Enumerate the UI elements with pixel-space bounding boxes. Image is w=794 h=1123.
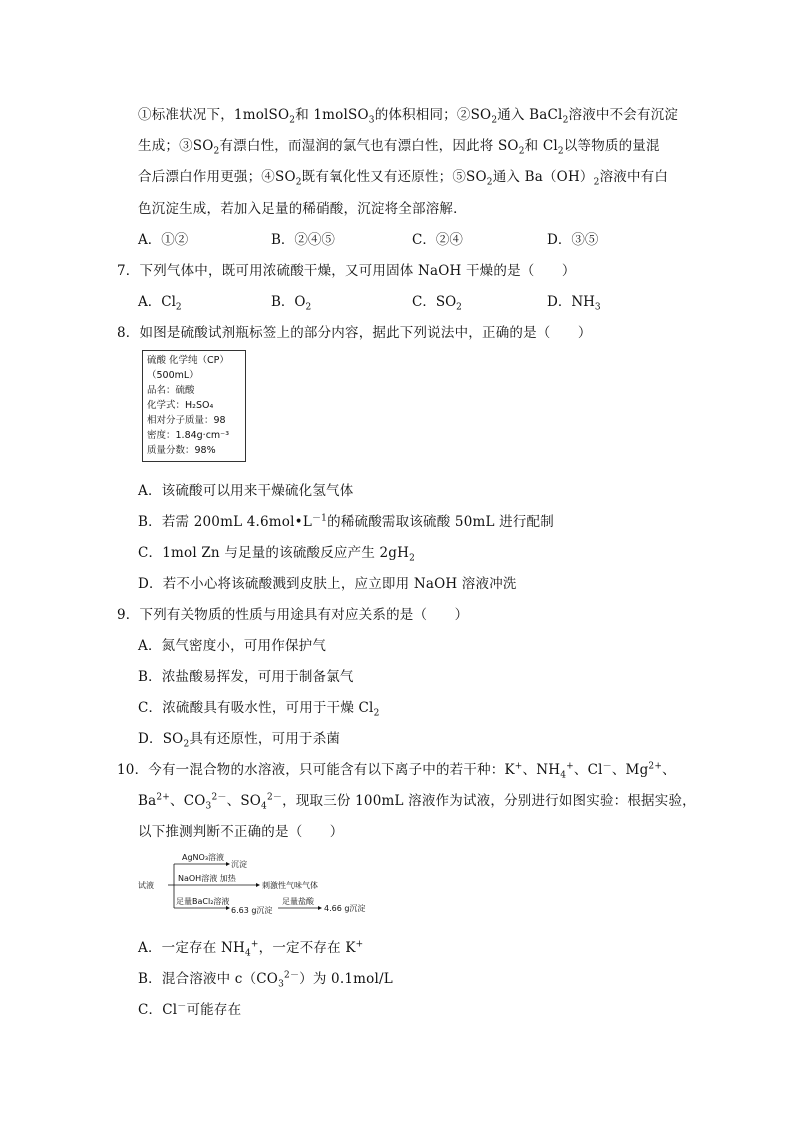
q6-line-1: ①标准状况下，1molSO$_2$和 1molSO$_3$的体积相同；$②SO_2$通入 BaCl$_2$溶液中不会有沉淀	[138, 107, 679, 126]
label-line: 硫酸 化学纯（CP）	[147, 355, 229, 366]
diagram-reagent-2: NaOH溶液 加热	[178, 874, 236, 883]
q10-line-3: 以下推测判断不正确的是（ ）	[138, 824, 344, 840]
label-line: 品名：硫酸	[147, 385, 195, 396]
q10-line-1: 10．今有一混合物的水溶液，只可能含有以下离子中的若干种：K+、$NH_4^+$、Cl－、$Mg^{2+}$、	[117, 761, 676, 781]
diagram-mid-result: 6.63 g沉淀	[231, 906, 273, 915]
q8-option-d[interactable]: D．若不小心将该硫酸溅到皮肤上，应立即用 NaOH 溶液冲洗	[138, 576, 517, 592]
diagram-start-label: 试液	[138, 881, 154, 890]
diagram-result-2: 刺激性气味气体	[262, 881, 318, 890]
q6-line-4: 色沉淀生成，若加入足量的稀硝酸，沉淀将全部溶解．	[138, 201, 467, 217]
q6-option-d[interactable]: D．③⑤	[547, 232, 599, 248]
label-line: 密度：1.84g·cm⁻³	[147, 430, 230, 441]
q7-stem: 7．下列气体中，既可用浓硫酸干燥，又可用固体 NaOH 干燥的是（ ）	[117, 263, 576, 279]
diagram-reagent-3: 足量BaCl₂溶液	[176, 897, 230, 906]
diagram-step-reagent: 足量盐酸	[282, 897, 314, 906]
q8-stem: 8．如图是硫酸试剂瓶标签上的部分内容，据此下列说法中，正确的是（ ）	[117, 325, 592, 341]
q10-line-2: $Ba^{2+}$、$CO_3^{2-}$、$SO_4^{2-}$，现取三份 100mL 溶液作为试液，分别进行如图实验：根据实验，	[138, 792, 696, 812]
label-line: 相对分子质量：98	[147, 415, 226, 426]
label-line: 化学式：H₂SO₄	[147, 400, 214, 411]
q7-option-b[interactable]: B．$O_2$	[271, 294, 312, 313]
q6-line-2: 生成；$③SO_2$有漂白性，而湿润的氯气也有漂白性，因此将 $SO_2$和 $Cl_2$以等物质的量混	[138, 138, 660, 157]
label-line: 质量分数：98%	[147, 445, 216, 456]
q8-option-c[interactable]: C．1mol Zn 与足量的该硫酸反应产生 $2gH_2$	[138, 545, 416, 564]
q9-option-d[interactable]: D．$SO_2$具有还原性，可用于杀菌	[138, 731, 341, 750]
q9-option-c[interactable]: C．浓硫酸具有吸水性，可用于干燥 $Cl_2$	[138, 700, 380, 719]
sulfuric-acid-label	[142, 350, 246, 462]
q7-option-a[interactable]: A．$Cl_2$	[138, 294, 182, 313]
q6-line-3: 合后漂白作用更强；$④SO_2$既有氧化性又有还原性；$⑤SO_2$通入 $Ba(OH)_2$溶液中有白	[138, 169, 669, 188]
q9-option-b[interactable]: B．浓盐酸易挥发，可用于制备氯气	[138, 669, 354, 685]
q9-stem: 9．下列有关物质的性质与用途具有对应关系的是（ ）	[117, 607, 469, 623]
q10-option-b[interactable]: B．混合溶液中 $c(CO_3^{2-})$为 0.1mol/L	[138, 970, 393, 990]
q8-option-a[interactable]: A．该硫酸可以用来干燥硫化氢气体	[138, 483, 354, 499]
label-line: （500mL）	[147, 370, 199, 381]
q10-option-a[interactable]: A．一定存在 $NH_4^+$，一定不存在 K+	[138, 939, 364, 959]
q8-option-b[interactable]: B．若需 200mL $4.6mol•L^{-1}$的稀硫酸需取该硫酸 50mL 进行配制	[138, 513, 554, 530]
diagram-final-result: 4.66 g沉淀	[324, 904, 366, 913]
q7-option-d[interactable]: D．$NH_3$	[547, 294, 601, 313]
diagram-result-1: 沉淀	[231, 860, 247, 869]
q6-option-b[interactable]: B．②④⑤	[271, 232, 335, 248]
diagram-reagent-1: AgNO₃溶液	[182, 853, 225, 862]
q6-option-a[interactable]: A．①②	[138, 232, 189, 248]
q7-option-c[interactable]: C．$SO_2$	[412, 294, 462, 313]
q9-option-a[interactable]: A．氮气密度小，可用作保护气	[138, 638, 327, 654]
q6-option-c[interactable]: C．②④	[412, 232, 463, 248]
experiment-flow-diagram	[138, 850, 373, 920]
q10-option-c[interactable]: C．Cl－可能存在	[138, 1001, 242, 1018]
